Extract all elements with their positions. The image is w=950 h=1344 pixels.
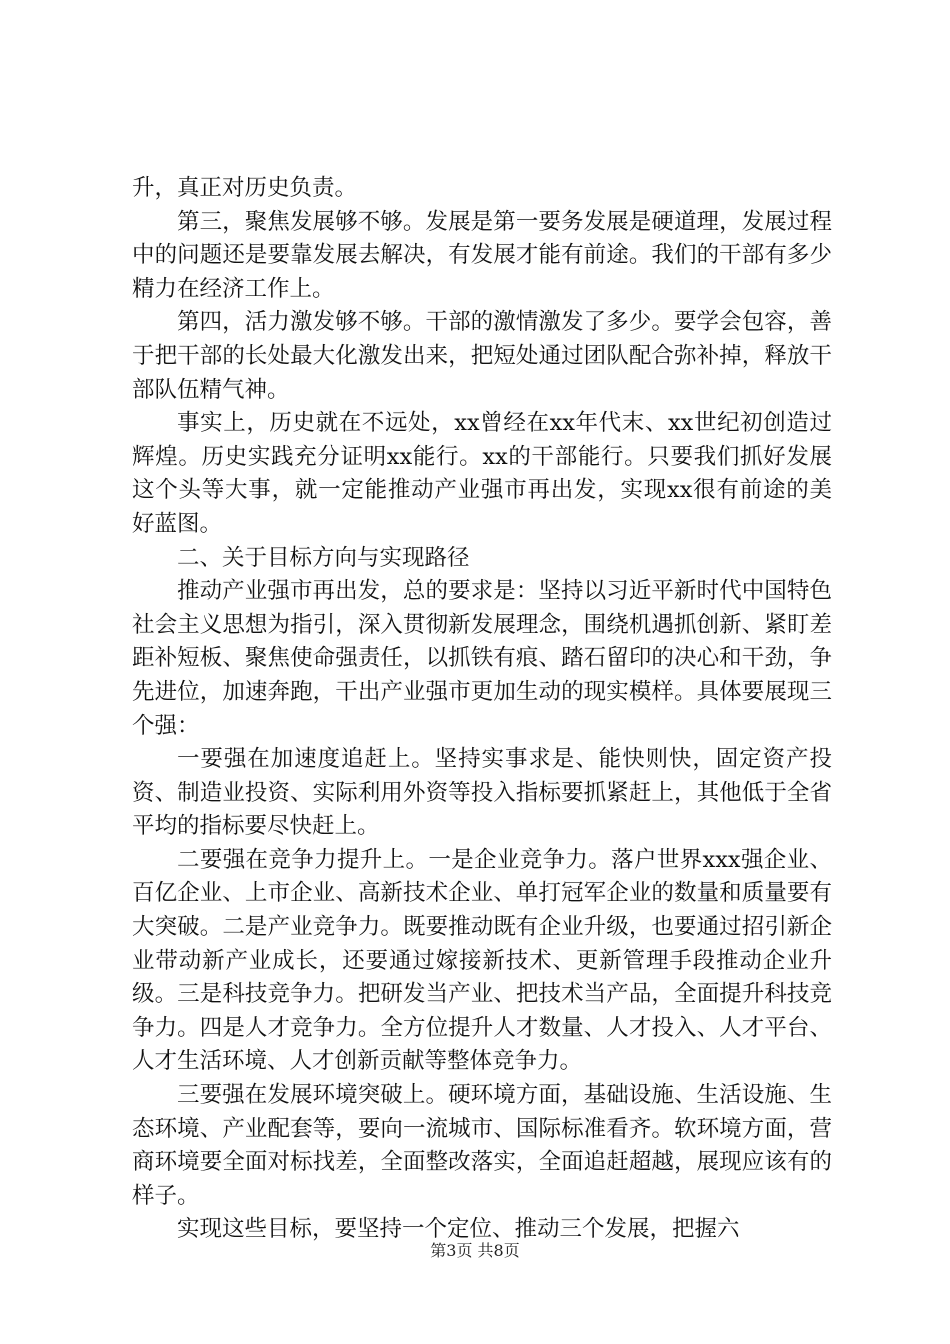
section-heading: 二、关于目标方向与实现路径 xyxy=(177,544,470,571)
document-body xyxy=(132,172,832,1247)
paragraph-general-requirement: 推动产业强市再出发，总的要求是：坚持以习近平新时代中国特色社会主义思想为指引，深入贯彻新发展理念，围绕机遇抓创新、紧盯差距补短板、聚焦使命强责任，以抓铁有痕、踏石留印的决心和干劲，争先进位，加速奔跑，干出产业强市更加生动的现实模样。具体要展现三个强： xyxy=(132,578,832,739)
paragraph-strong-one: 一要强在加速度追赶上。坚持实事求是、能快则快，固定资产投资、制造业投资、实际利用外资等投入指标要抓紧赶上，其他低于全省平均的指标要尽快赶上。 xyxy=(132,746,832,840)
paragraph-continuation: 升，真正对历史负责。 xyxy=(132,175,358,201)
paragraph-strong-three: 三要强在发展环境突破上。硬环境方面，基础设施、生活设施、生态环境、产业配套等，要向一流城市、国际标准看齐。软环境方面，营商环境要全面对标找差，全面整改落实，全面追赶超越，展现应该有的样子。 xyxy=(132,1082,832,1209)
paragraph-history: 事实上，历史就在不远处，xx曾经在xx年代末、xx世纪初创造过辉煌。历史实践充分证明xx能行。xx的干部能行。只要我们抓好发展这个头等大事，就一定能推动产业强市再出发，实现xx很有前途的美好蓝图。 xyxy=(132,410,832,537)
paragraph-fourth-point: 第四，活力激发够不够。干部的激情激发了多少。要学会包容，善于把干部的长处最大化激发出来，把短处通过团队配合弥补掉，释放干部队伍精气神。 xyxy=(132,309,832,403)
paragraph-third-point: 第三，聚焦发展够不够。发展是第一要务发展是硬道理，发展过程中的问题还是要靠发展去解决，有发展才能有前途。我们的干部有多少精力在经济工作上。 xyxy=(132,208,832,302)
paragraph-goals: 实现这些目标，要坚持一个定位、推动三个发展，把握六 xyxy=(177,1216,740,1243)
page-footer: 第3页 共8页 xyxy=(430,1241,520,1260)
paragraph-strong-two: 二要强在竞争力提升上。一是企业竞争力。落户世界xxx强企业、百亿企业、上市企业、高新技术企业、单打冠军企业的数量和质量要有大突破。二是产业竞争力。既要推动既有企业升级，也要通过招引新企业带动新产业成长，还要通过嫁接新技术、更新管理手段推动企业升级。三是科技竞争力。把研发当产业、把技术当产品，全面提升科技竞争力。四是人才竞争力。全方位提升人才数量、人才投入、人才平台、人才生活环境、人才创新贡献等整体竞争力。 xyxy=(132,846,832,1075)
